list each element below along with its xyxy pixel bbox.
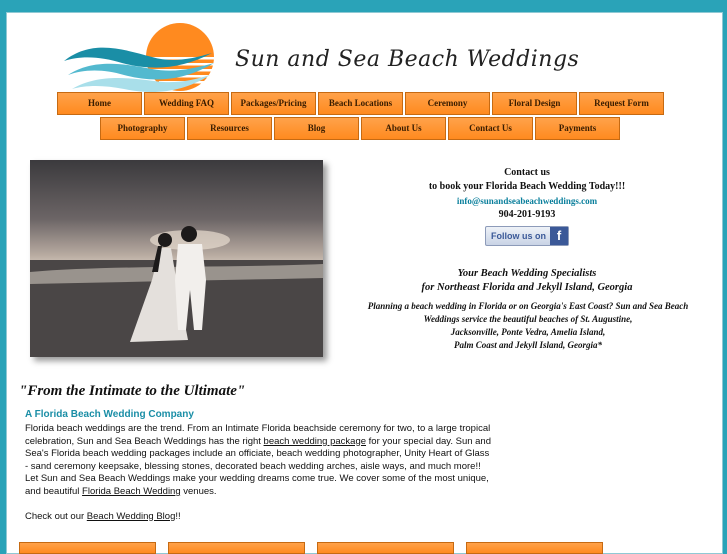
nav-home[interactable]: Home bbox=[57, 92, 142, 115]
nav-request-form[interactable]: Request Form bbox=[579, 92, 664, 115]
facebook-follow-button[interactable] bbox=[485, 226, 569, 246]
specialists-block bbox=[337, 267, 717, 295]
bottom-feature-tabs bbox=[19, 542, 603, 554]
nav-blog[interactable]: Blog bbox=[274, 117, 359, 140]
nav-packages-pricing[interactable]: Packages/Pricing bbox=[231, 92, 316, 115]
service-area-line-1: Planning a beach wedding in Florida or on Georgia's East Coast? Sun and Sea Beach bbox=[367, 301, 689, 311]
facebook-follow-label: Follow us on bbox=[491, 231, 546, 241]
tagline-quote: "From the Intimate to the Ultimate" bbox=[19, 383, 246, 399]
service-area-line-2: Weddings service the beautiful beaches of St. Augustine, bbox=[423, 314, 633, 324]
contact-block bbox=[337, 166, 717, 246]
nav-photography[interactable]: Photography bbox=[100, 117, 185, 140]
beach-wedding-package-link[interactable]: beach wedding package bbox=[263, 435, 367, 447]
blog-callout-prefix: Check out our bbox=[25, 510, 87, 522]
contact-cta: to book your Florida Beach Wedding Today!!! bbox=[428, 181, 626, 192]
nav-floral-design[interactable]: Floral Design bbox=[492, 92, 577, 115]
specialists-line-1: Your Beach Wedding Specialists bbox=[457, 268, 597, 279]
wedding-photo bbox=[30, 160, 323, 357]
intro-text-2: for your special day. Sun and Sea's Florida beach wedding packages include an officiate, beach wedding photographer, Unity Heart of Glass - sand ceremony keepsake, blessing stones, decorated beach wedding arches, aisle ways, and much more!! Let Sun and Sea Beach Weddings make your wedding dreams come true. We cover some of the most unique, and beautiful bbox=[25, 435, 491, 497]
feature-tab[interactable] bbox=[317, 542, 454, 554]
page-container bbox=[6, 12, 723, 554]
beach-wedding-blog-link[interactable]: Beach Wedding Blog bbox=[86, 510, 176, 522]
nav-ceremony[interactable]: Ceremony bbox=[405, 92, 490, 115]
specialists-line-2: for Northeast Florida and Jekyll Island, Georgia bbox=[421, 282, 633, 293]
nav-about-us[interactable]: About Us bbox=[361, 117, 446, 140]
site-title: Sun and Sea Beach Weddings bbox=[235, 47, 580, 72]
feature-tab[interactable] bbox=[19, 542, 156, 554]
blog-callout bbox=[25, 511, 495, 524]
service-area-block bbox=[337, 300, 719, 352]
contact-email-link[interactable]: info@sunandseabeachweddings.com bbox=[456, 196, 598, 206]
nav-wedding-faq[interactable]: Wedding FAQ bbox=[144, 92, 229, 115]
service-area-line-4: Palm Coast and Jekyll Island, Georgia* bbox=[453, 340, 602, 350]
sun-and-sea-logo[interactable] bbox=[62, 19, 232, 99]
contact-phone: 904-201-9193 bbox=[498, 209, 556, 220]
facebook-icon: f bbox=[550, 227, 568, 245]
intro-paragraph bbox=[25, 423, 495, 523]
nav-resources[interactable]: Resources bbox=[187, 117, 272, 140]
florida-beach-wedding-link[interactable]: Florida Beach Wedding bbox=[82, 485, 181, 497]
feature-tab[interactable] bbox=[168, 542, 305, 554]
intro-text-3: venues. bbox=[180, 485, 217, 497]
company-subheading: A Florida Beach Wedding Company bbox=[25, 409, 194, 420]
nav-contact-us[interactable]: Contact Us bbox=[448, 117, 533, 140]
intro-text-1: Florida beach weddings are the trend. From an Intimate Florida beachside ceremony for two, to a large tropical celebration, Sun and Sea Beach Weddings has the right bbox=[25, 423, 491, 447]
main-nav-row-2 bbox=[100, 117, 620, 140]
main-nav-row-1 bbox=[57, 92, 664, 115]
service-area-line-3: Jacksonville, Ponte Vedra, Amelia Island, bbox=[450, 327, 606, 337]
nav-beach-locations[interactable]: Beach Locations bbox=[318, 92, 403, 115]
contact-heading: Contact us bbox=[504, 167, 550, 178]
feature-tab[interactable] bbox=[466, 542, 603, 554]
blog-callout-suffix: !! bbox=[175, 510, 181, 522]
couple-silhouette bbox=[30, 160, 323, 357]
nav-payments[interactable]: Payments bbox=[535, 117, 620, 140]
